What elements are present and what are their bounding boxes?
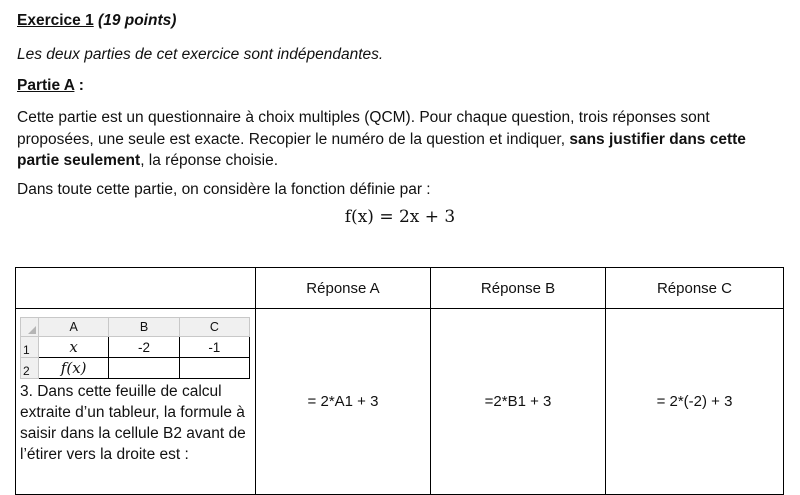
answer-a: = 2*A1 + 3 — [256, 309, 431, 495]
part-title: Partie A — [17, 77, 75, 94]
row-header-2: 2 — [21, 358, 39, 379]
instructions-start: Cette partie est un questionnaire à choix multiples (QCM). Pour chaque question, trois réponses sont proposées, une seule est exacte. Recopier le numéro de la question et indiquer, — [17, 109, 710, 148]
exercise-heading — [17, 12, 176, 30]
question-cell — [16, 309, 256, 495]
header-response-b: Réponse B — [431, 268, 606, 309]
instructions-end: , la réponse choisie. — [140, 152, 279, 169]
cell-c2 — [179, 358, 249, 379]
function-intro: Dans toute cette partie, on considère la fonction définie par : — [17, 181, 431, 198]
exercise-intro: Les deux parties de cet exercice sont indépendantes. — [17, 46, 384, 63]
spreadsheet-corner — [21, 318, 39, 337]
header-response-a: Réponse A — [256, 268, 431, 309]
column-header-b: B — [109, 318, 179, 337]
row-header-1: 1 — [21, 337, 39, 358]
question-text: 3. Dans cette feuille de calcul extraite d’un tableur, la formule à saisir dans la cellule B2 avant de l’étirer vers la droite est : — [20, 383, 246, 463]
answer-c: = 2*(-2) + 3 — [606, 309, 784, 495]
spreadsheet-row-2 — [21, 358, 250, 379]
spreadsheet — [20, 317, 250, 379]
exercise-points: (19 points) — [98, 12, 177, 29]
part-colon: : — [74, 77, 84, 94]
cell-c1: -1 — [179, 337, 249, 358]
header-response-c: Réponse C — [606, 268, 784, 309]
spreadsheet-column-headers — [21, 318, 250, 337]
qcm-header-row — [16, 268, 784, 309]
cell-b2 — [109, 358, 179, 379]
column-header-a: A — [39, 318, 109, 337]
select-all-triangle-icon — [28, 326, 36, 334]
spreadsheet-row-1 — [21, 337, 250, 358]
function-formula: f(x) = 2x + 3 — [344, 207, 456, 227]
qcm-table — [15, 267, 784, 495]
question-row — [16, 309, 784, 495]
answer-b: =2*B1 + 3 — [431, 309, 606, 495]
instructions-paragraph — [17, 107, 787, 172]
exercise-title: Exercice 1 — [17, 12, 94, 29]
qcm-header-empty — [16, 268, 256, 309]
cell-a1: x — [39, 337, 109, 358]
cell-b1: -2 — [109, 337, 179, 358]
part-heading — [17, 77, 84, 95]
cell-a2: f(x) — [39, 358, 109, 379]
column-header-c: C — [179, 318, 249, 337]
instructions-bold: sans justifier dans cette partie seulement — [17, 130, 746, 169]
